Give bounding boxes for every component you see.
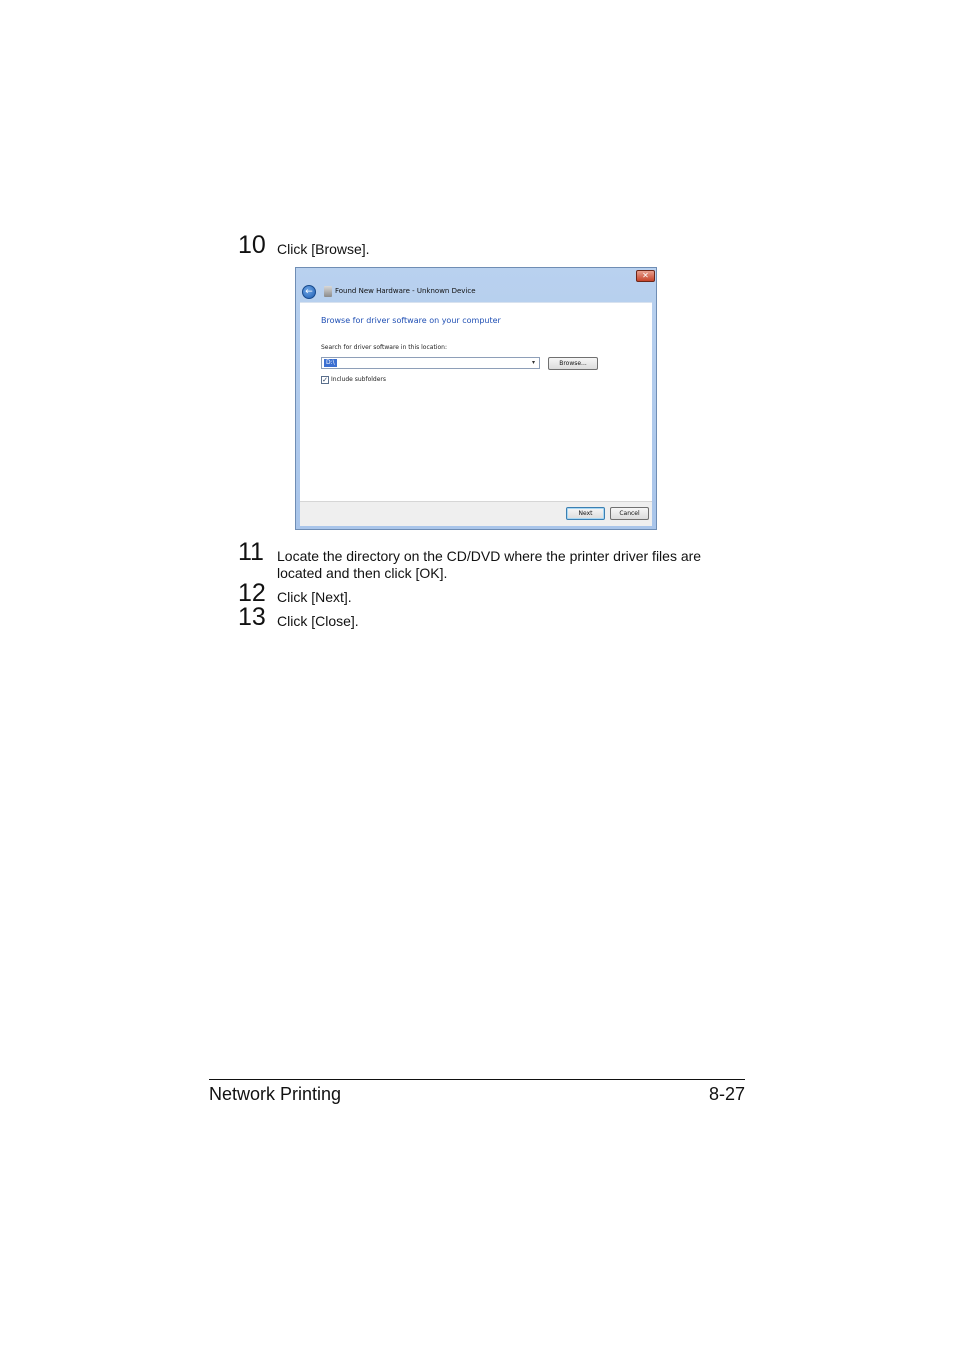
footer-section-title: Network Printing — [209, 1084, 342, 1104]
cancel-button[interactable]: Cancel — [610, 507, 649, 520]
step-number: 11 — [238, 538, 264, 566]
checkmark-icon[interactable]: ✓ — [322, 376, 328, 384]
chevron-down-icon[interactable]: ▾ — [531, 359, 535, 366]
back-arrow-icon[interactable]: ← — [302, 285, 316, 299]
next-button[interactable]: Next — [566, 507, 605, 520]
footer-page-number: 8-27 — [708, 1084, 745, 1104]
step-text: Click [Next]. — [277, 589, 352, 605]
hardware-device-icon — [324, 286, 332, 297]
close-icon[interactable]: ✕ — [636, 270, 655, 282]
step-number: 13 — [238, 603, 266, 631]
found-new-hardware-dialog — [295, 267, 657, 530]
step-text: Click [Browse]. — [277, 241, 370, 257]
footer-rule — [209, 1079, 745, 1080]
dialog-content — [300, 302, 652, 502]
location-combobox[interactable] — [321, 357, 540, 369]
dialog-footer — [300, 501, 652, 526]
step-text: Locate the directory on the CD/DVD where the printer driver files are located and then click [OK]. — [277, 548, 702, 581]
dialog-header — [299, 282, 653, 302]
dialog-heading: Browse for driver software on your computer — [321, 316, 501, 325]
browse-button[interactable]: Browse... — [548, 357, 598, 370]
location-value: D:\ — [326, 359, 335, 366]
search-location-label: Search for driver software in this location: — [321, 344, 447, 351]
step-number: 10 — [238, 231, 266, 259]
include-subfolders-label: Include subfolders — [331, 376, 387, 383]
step-text: Click [Close]. — [277, 613, 359, 629]
step-number: 12 — [238, 579, 266, 607]
dialog-title: Found New Hardware - Unknown Device — [335, 287, 476, 295]
